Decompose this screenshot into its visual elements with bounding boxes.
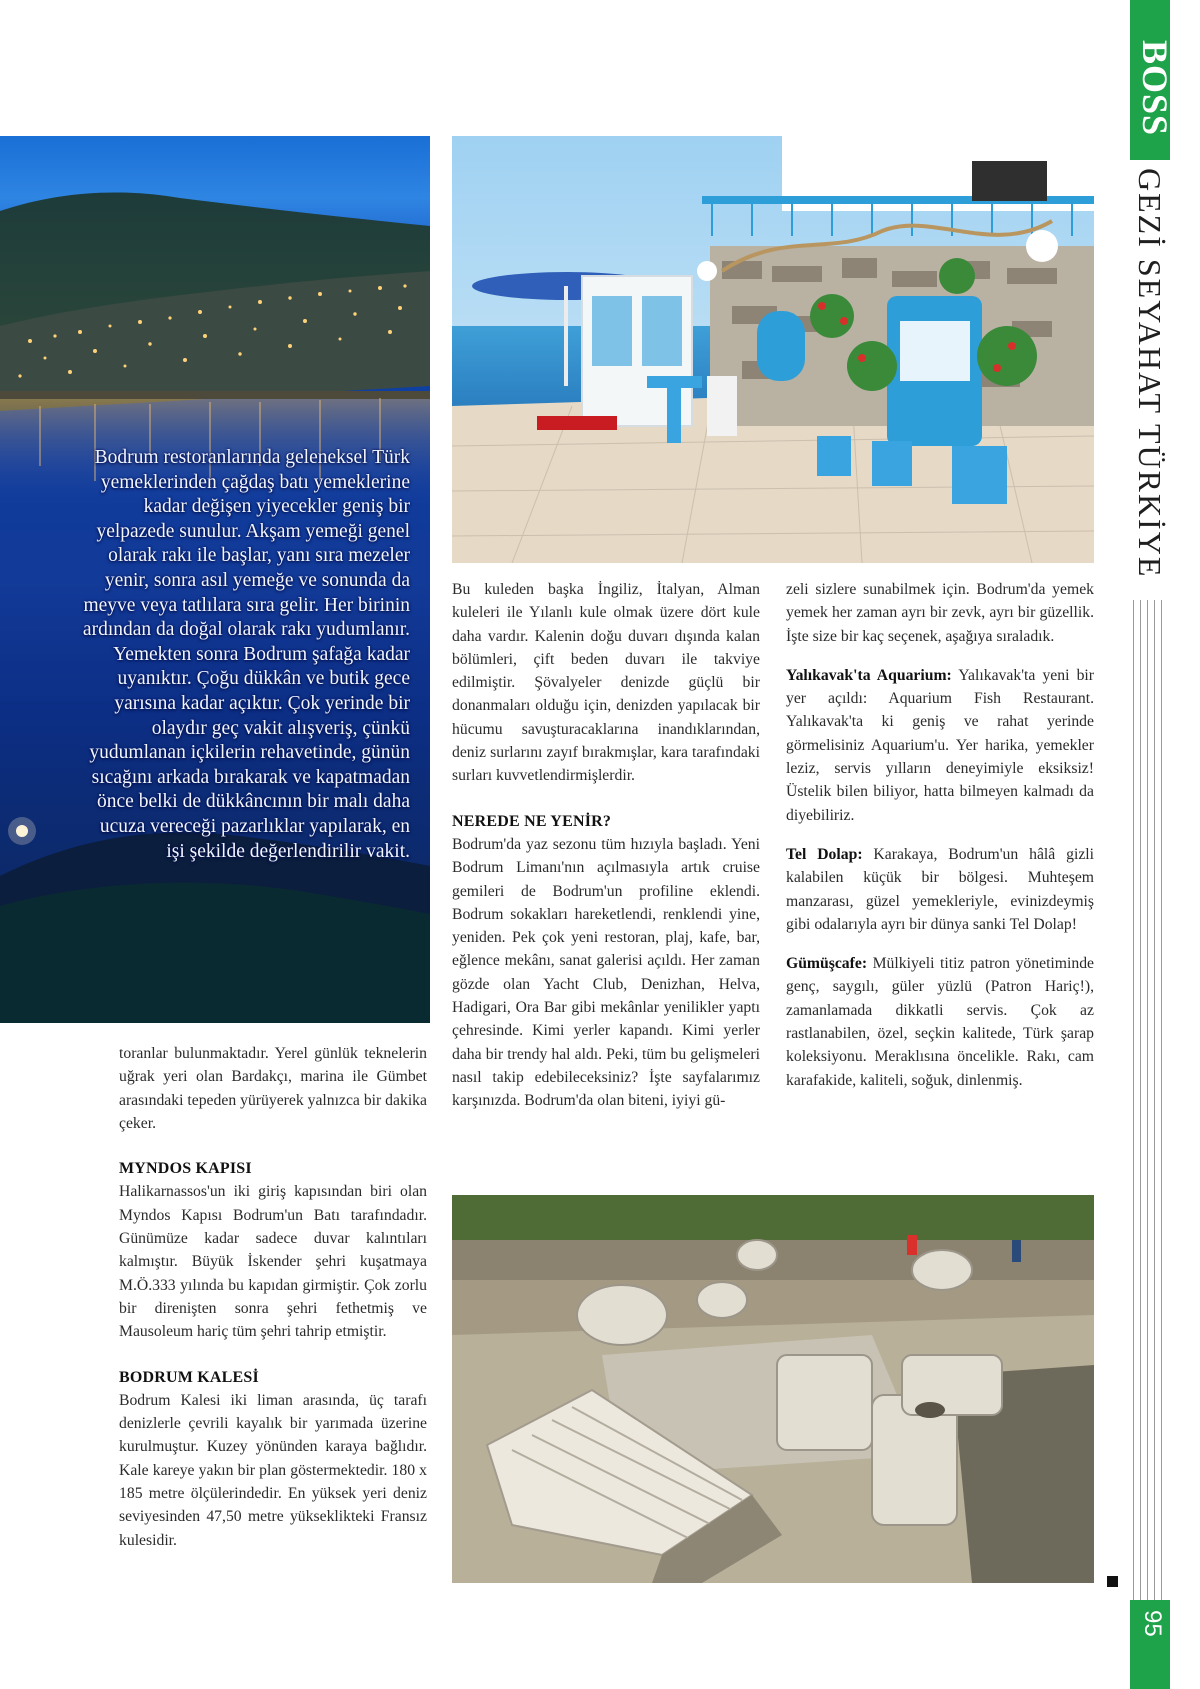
taverna-illustration <box>452 136 1094 563</box>
ruins-illustration <box>452 1195 1094 1583</box>
magazine-brand: BOSS <box>1135 40 1175 137</box>
restaurant-tel-dolap <box>786 843 1094 936</box>
paragraph: Bodrum'da yaz sezonu tüm hızıyla başladı. Yeni Bodrum Limanı'nın açılmasıyla artık cruise gemileri de Bodrum'un profiline eklendi. Bodrum sokakları hareketlendi, renklendi yine, yeniden. Pek çok yeni restoran, plaj, kafe, bar, eğlence mekânı, sanat galerisi açıldı. Her zaman gözde olan Yacht Club, Denizhan, Helva, Hadigari, Ora Bar gibi mekânlar yenilikler yaptı çehresinde. Kimi yerler kapandı. Kimi yerler daha bir trendy hal aldı. Peki, tüm bu gelişmeleri nasıl takip edebileceksiniz? İşte sayfalarımız karşınızda. Bodrum'da olan biteni, iyiyi gü- <box>452 835 760 1110</box>
page-number: 95 <box>1139 1610 1166 1637</box>
ruins-photo <box>452 1195 1094 1583</box>
restaurant-description: Karakaya, Bodrum'un hâlâ gizli kalabilen küçük bir bölgesi. Muhteşem manzarası, güzel yemekleriyle, evinizdeymiş gibi odalarıyla ayrı bir dünya sanki Tel Dolap! <box>786 845 1094 933</box>
paragraph: toranlar bulunmaktadır. Yerel günlük teknelerin uğrak yeri olan Bardakçı, marina ile Gümbet arasındaki tepeden yürüyerek yalnızca bir dakika çeker. <box>119 1045 427 1132</box>
text-column-1 <box>119 1042 427 1552</box>
heading-myndos: MYNDOS KAPISI <box>119 1160 252 1178</box>
side-rule-line <box>1133 600 1134 1625</box>
paragraph: zeli sizlere sunabilmek için. Bodrum'da yemek yemek her zaman ayrı bir zevk, ayrı bir güzellik. İşte size bir kaç seçenek, aşağıya sıraladık. <box>786 581 1094 645</box>
restaurant-name: Tel Dolap: <box>786 845 863 863</box>
restaurant-aquarium <box>786 664 1094 827</box>
heading-nerede-ne-yenir: NEREDE NE YENİR? <box>452 812 612 830</box>
restaurant-description: Mülkiyeli titiz patron yönetiminde genç, saygılı, güler yüzlü (Patron Hariç!), zamanlamada dikkatli servis. Çok az rastlanabilen, özel, seçkin kalitede, Türk şarap koleksiyonu. Meraklısına öncelikle. Rakı, cam karafakide, kaliteli, soğuk, dinlenmiş. <box>786 955 1094 1089</box>
paragraph: Halikarnassos'un iki giriş kapısından biri olan Myndos Kapısı Bodrum'un Batı tarafındadır. Günümüze kadar sadece duvar kalıntıları kalmıştır. Büyük İskender şehri kuşatmaya M.Ö.333 yılında bu kapıdan girmiştir. Çok zorlu bir direnişten sonra şehri fethetmiş ve Mausoleum hariç tüm şehri tahrip etmiştir. <box>119 1183 427 1341</box>
restaurant-name: Yalıkavak'ta Aquarium: <box>786 666 952 684</box>
restaurant-name: Gümüşcafe: <box>786 955 868 973</box>
heading-bodrum-kalesi: BODRUM KALESİ <box>119 1368 259 1386</box>
side-rule-line <box>1147 600 1148 1625</box>
restaurant-description: Yalıkavak'ta yeni bir yer açıldı: Aquarium Fish Restaurant. Yalıkavak'ta ki geniş ve rahat yerinde görmelisiniz Aquarium'u. Yer harika, yemekler leziz, servis yılların deneyimiyle eksiksiz! Üstelik bilen biliyor, hatta bilmeyen kalmadı da diyebiliriz. <box>786 666 1094 824</box>
bodrum-night-photo <box>0 136 430 1023</box>
article-end-mark <box>1107 1576 1118 1587</box>
side-rule-line <box>1154 600 1155 1625</box>
text-column-3 <box>786 578 1094 1092</box>
side-rule-line <box>1140 600 1141 1625</box>
pull-quote: Bodrum restoranlarında geleneksel Türk yemeklerinden çağdaş batı yemeklerine kadar değişen yiyecekler geniş bir yelpazede sunulur. Akşam yemeği genel olarak rakı ile başlar, yanı sıra mezeler yenir, sonra asıl yemeğe ve sonunda da meyve veya tatlılara sıra gelir. Her birinin ardından da doğal olarak rakı yudumlanır. Yemekten sonra Bodrum şafağa kadar uyanıktır. Çoğu dükkân ve butik gece yarısına kadar açıktır. Çok yerinde bir olaydır geç vakit alışveriş, çünkü yudumlanan içkilerin rehavetinde, günün sıcağını arkada bırakarak ve kapatmadan önce belki de dükkâncının bir malı daha ucuza vereceği pazarlıklar yapılarak, en işi şekilde değerlendirilir vakit. <box>82 447 410 862</box>
paragraph: Bu kuleden başka İngiliz, İtalyan, Alman kuleleri ile Yılanlı kule olmak üzere dört kule daha vardır. Kalenin doğu duvarı dışında kalan bölümleri, çift beden duvarı ile takviye edilmiştir. Şövalyeler denizde güçlü bir donanmaları olduğu için, denizden yapılacak bir hücumu savuşturacaklarına inandıklarından, deniz surlarını zayıf bırakmışlar, kara tarafındaki surları kuvvetlendirmişlerdir. <box>452 581 760 785</box>
text-column-2 <box>452 578 760 1113</box>
restaurant-gumuscafe <box>786 952 1094 1092</box>
paragraph: Bodrum Kalesi iki liman arasında, üç tarafı denizlerle çevrili kayalık bir yarımada üzerine kurulmuştur. Kuzey yönünden karaya bağlıdır. Kale kareye yakın bir plan göstermektedir. 180 x 185 metre ölçülerindedir. En yüksek yeri deniz seviyesinden 47,50 metre yükseklikteki Fransız kulesidir. <box>119 1391 427 1549</box>
section-title: GEZİ SEYAHAT TÜRKİYE <box>1132 168 1168 579</box>
side-rule-line <box>1161 600 1162 1625</box>
taverna-photo <box>452 136 1094 563</box>
